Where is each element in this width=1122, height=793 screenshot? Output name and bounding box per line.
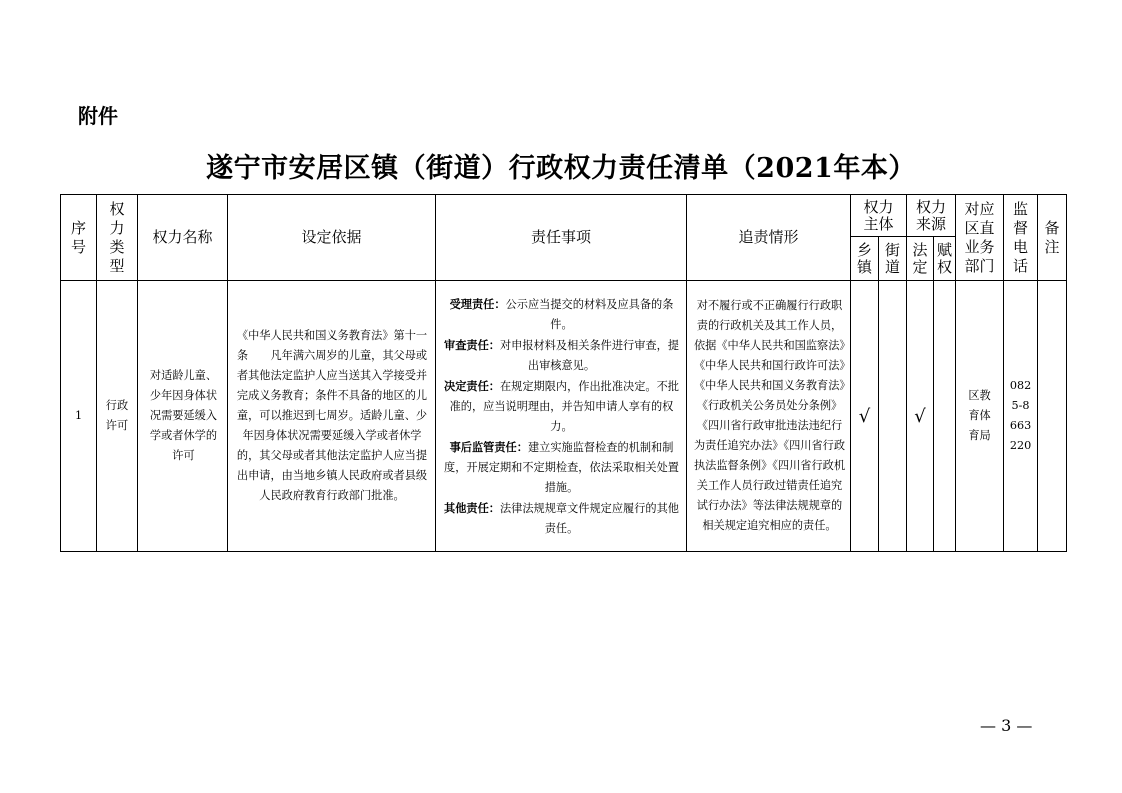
header-remark: 备 注 [1038, 195, 1067, 281]
header-name: 权力名称 [138, 195, 228, 281]
header-row-1 [61, 195, 1067, 237]
header-seq: 序 号 [61, 195, 97, 281]
header-type: 权 力 类 型 [97, 195, 138, 281]
cell-seq: 1 [61, 281, 97, 552]
table-row [61, 281, 1067, 552]
cell-type: 行政许可 [97, 281, 138, 552]
cell-name: 对适龄儿童、少年因身体状况需要延缓入学或者休学的许可 [138, 281, 228, 552]
header-subject: 权力 主体 [851, 195, 907, 237]
cell-accountability: 对不履行或不正确履行行政职责的行政机关及其工作人员，依据《中华人民共和国监察法》《中华人民共和国行政许可法》《中华人民共和国义务教育法》《行政机关公务员处分条例》《四川省行政审批违法违纪行为责任追究办法》《四川省行政执法监督条例》《四川省行政机关工作人员行政过错责任追究试行办法》等法律法规规章的相关规定追究相应的责任。 [687, 281, 851, 552]
header-accountability: 追责情形 [687, 195, 851, 281]
cell-subject-street [879, 281, 907, 552]
cell-source-legal-check: √ [907, 281, 934, 552]
responsibility-item: 事后监管责任：建立实施监督检查的机制和制度，开展定期和不定期检查，依法采取相关处置措施。 [444, 439, 679, 494]
responsibility-item: 决定责任：在规定期限内，作出批准决定。不批准的，应当说明理由，并告知申请人享有的权力。 [444, 378, 679, 433]
cell-subject-town-check: √ [851, 281, 879, 552]
header-source-granted: 赋 权 [934, 237, 956, 281]
header-dept: 对应 区直 业务 部门 [956, 195, 1004, 281]
document-title: 遂宁市安居区镇（街道）行政权力责任清单（2021年本） [206, 153, 916, 184]
header-source: 权力 来源 [907, 195, 956, 237]
power-responsibility-table [60, 194, 1067, 552]
cell-dept: 区教 育体 育局 [956, 281, 1004, 552]
cell-basis: 《中华人民共和国义务教育法》第十一条 凡年满六周岁的儿童，其父母或者其他法定监护人应当送其入学接受并完成义务教育；条件不具备的地区的儿童，可以推迟到七周岁。适龄儿童、少年因身体状况需要延缓入学或者休学的，其父母或者其他法定监护人应当提出申请，由当地乡镇人民政府或者县级人民政府教育行政部门批准。 [228, 281, 436, 552]
header-phone: 监 督 电 话 [1004, 195, 1038, 281]
responsibility-item: 其他责任：法律法规规章文件规定应履行的其他责任。 [444, 500, 679, 535]
cell-responsibility [436, 281, 687, 552]
responsibility-item: 审查责任：对申报材料及相关条件进行审查，提出审核意见。 [444, 337, 679, 372]
cell-phone: 082 5-8 663 220 [1004, 281, 1038, 552]
header-basis: 设定依据 [228, 195, 436, 281]
cell-remark [1038, 281, 1067, 552]
header-responsibility: 责任事项 [436, 195, 687, 281]
page-number: — 3 — [980, 716, 1033, 735]
attachment-label: 附件 [78, 104, 118, 128]
cell-source-granted [934, 281, 956, 552]
header-subject-town: 乡 镇 [851, 237, 879, 281]
responsibility-item: 受理责任：公示应当提交的材料及应具备的条件。 [449, 296, 674, 331]
header-source-legal: 法 定 [907, 237, 934, 281]
header-subject-street: 街 道 [879, 237, 907, 281]
